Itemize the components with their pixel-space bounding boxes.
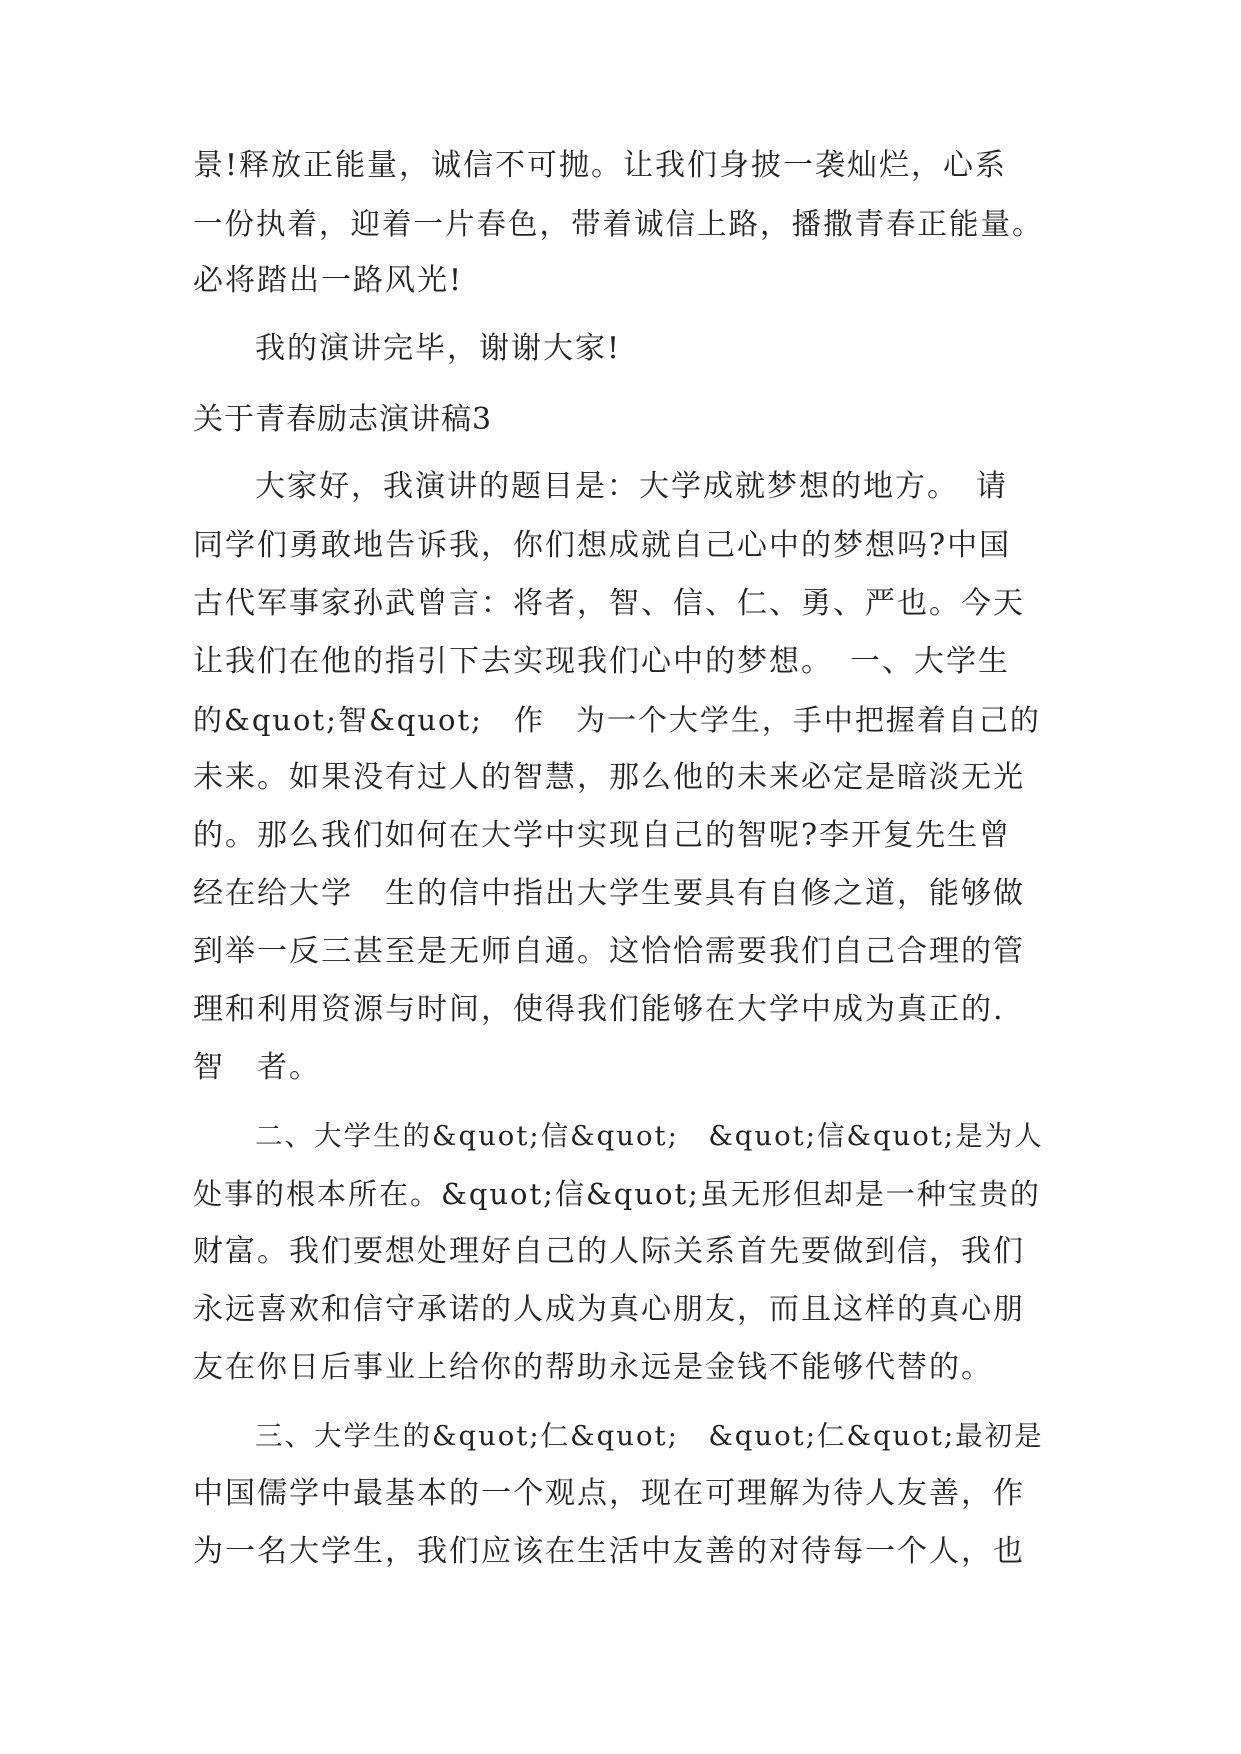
text-line: 经在给大学 生的信中指出大学生要具有自修之道，能够做	[193, 876, 1025, 911]
text-line: 理和利用资源与时间，使得我们能够在大学中成为真正的.	[193, 992, 1005, 1027]
text-line: 一份执着，迎着一片春色，带着诚信上路，播撒青春正能量。	[193, 207, 1044, 241]
text-line: 未来。如果没有过人的智慧，那么他的未来必定是暗淡无光	[193, 760, 1025, 795]
text-line: 友在你日后事业上给你的帮助永远是金钱不能够代替的。	[193, 1350, 993, 1385]
text-line: 处事的根本所在。&quot;信&quot;虽无形但却是一种宝贵的	[193, 1177, 1041, 1211]
text-line: 中国儒学中最基本的一个观点，现在可理解为待人友善，作	[193, 1476, 1025, 1511]
text-line: 让我们在他的指引下去实现我们心中的梦想。 一、大学生	[193, 644, 1010, 679]
text-line: 智 者。	[193, 1050, 321, 1085]
text-line: 永远喜欢和信守承诺的人成为真心朋友，而且这样的真心朋	[193, 1292, 1025, 1327]
text-line: 的。那么我们如何在大学中实现自己的智呢?李开复先生曾	[193, 818, 1012, 853]
text-line: 同学们勇敢地告诉我，你们想成就自己心中的梦想吗?中国	[193, 528, 1012, 563]
text-line: 财富。我们要想处理好自己的人际关系首先要做到信，我们	[193, 1234, 1025, 1269]
text-line: 我的演讲完毕，谢谢大家!	[255, 331, 622, 366]
text-line: 大家好，我演讲的题目是：大学成就梦想的地方。 请	[255, 469, 1008, 504]
text-line: 的&quot;智&quot; 作 为一个大学生，手中把握着自己的	[193, 703, 1041, 737]
text-line: 必将踏出一路风光!	[193, 263, 464, 298]
text-line: 为一名大学生，我们应该在生活中友善的对待每一个人，也	[193, 1534, 1025, 1569]
text-line: 到举一反三甚至是无师自通。这恰恰需要我们自己合理的管	[193, 934, 1025, 969]
section-heading: 关于青春励志演讲稿3	[193, 402, 493, 437]
text-line: 景!释放正能量，诚信不可抛。让我们身披一袭灿烂，心系	[193, 148, 1008, 183]
text-line: 二、大学生的&quot;信&quot; &quot;信&quot;是为人	[255, 1120, 1044, 1152]
text-line: 古代军事家孙武曾言：将者，智、信、仁、勇、严也。今天	[193, 586, 1025, 621]
text-line: 三、大学生的&quot;仁&quot; &quot;仁&quot;最初是	[255, 1420, 1044, 1452]
